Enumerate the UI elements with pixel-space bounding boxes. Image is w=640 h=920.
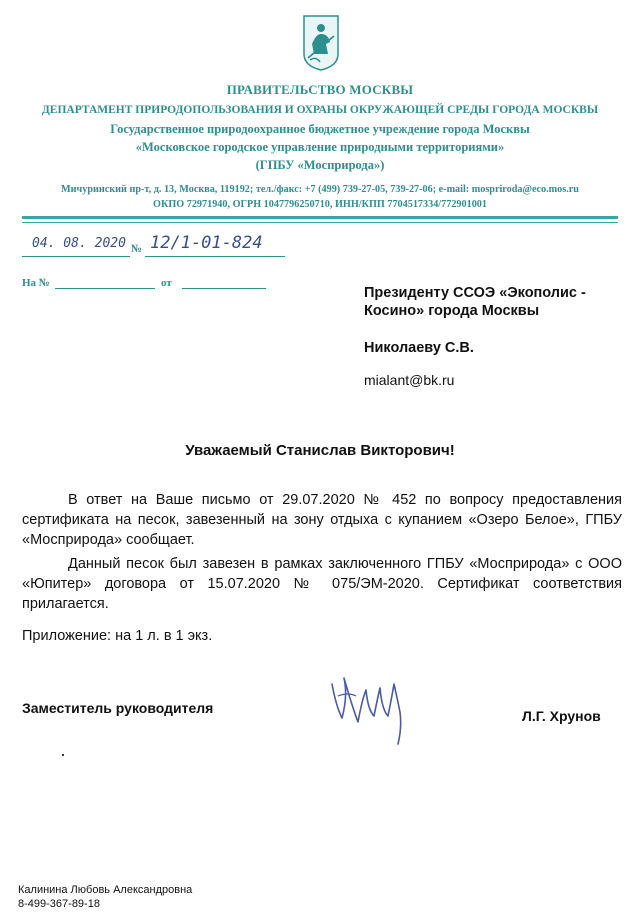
outgoing-number: 12/1-01-824 bbox=[150, 233, 263, 253]
signatory-position: Заместитель руководителя bbox=[22, 700, 214, 716]
signatory-name: Л.Г. Хрунов bbox=[522, 708, 601, 724]
executor-phone: 8-499-367-89-18 bbox=[18, 898, 100, 910]
letterhead-divider-thin bbox=[22, 222, 618, 223]
government-title: ПРАВИТЕЛЬСТВО МОСКВЫ bbox=[226, 82, 414, 97]
greeting: Уважаемый Станислав Викторович! bbox=[185, 442, 455, 459]
letter-paragraph-1: В ответ на Ваше письмо от 29.07.2020 № 452 по вопросу предоставления сертификата на песок, завезенный на зону отдыха с купанием «Озеро Белое», ГПБУ «Мосприрода» сообщает. bbox=[22, 492, 622, 548]
recipient-email: mialant@bk.ru bbox=[364, 372, 455, 388]
recipient-name: Николаеву С.В. bbox=[364, 340, 474, 356]
recipient-title-line1: Президенту ССОЭ «Экополис - bbox=[364, 285, 586, 301]
reference-number-field bbox=[55, 274, 155, 289]
reference-date-field bbox=[182, 274, 266, 289]
letter-paragraph-2: Данный песок был завезен в рамках заключенного ГПБУ «Мосприрода» с ООО «Юпитер» договора от 15.07.2020 № 075/ЭМ-2020. Сертификат соответствия прилагается. bbox=[22, 556, 622, 612]
reference-date-label: от bbox=[161, 277, 172, 289]
institution-name-line2: «Московское городское управление природными территориями» bbox=[135, 140, 505, 154]
attachment-note: Приложение: на 1 л. в 1 экз. bbox=[22, 628, 213, 644]
department-title: ДЕПАРТАМЕНТ ПРИРОДОПОЛЬЗОВАНИЯ И ОХРАНЫ ОКРУЖАЮЩЕЙ СРЕДЫ ГОРОДА МОСКВЫ bbox=[41, 104, 599, 116]
reference-number-label: На № bbox=[22, 277, 50, 289]
letterhead-divider-thick bbox=[22, 216, 618, 219]
recipient-title-line2: Косино» города Москвы bbox=[364, 303, 540, 319]
institution-abbreviation: (ГПБУ «Мосприрода») bbox=[255, 158, 385, 172]
handwritten-signature-icon bbox=[318, 666, 418, 748]
institution-name-line1: Государственное природоохранное бюджетное учреждение города Москвы bbox=[110, 122, 530, 136]
outgoing-date: 04. 08. 2020 bbox=[32, 236, 126, 251]
institution-registration: ОКПО 72971940, ОГРН 1047796250710, ИНН/КПП 7704517334/772901001 bbox=[153, 199, 487, 210]
outgoing-number-label: № bbox=[131, 243, 143, 255]
institution-address: Мичуринский пр-т, д. 13, Москва, 119192; тел./факс: +7 (499) 739-27-05, 739-27-06; e-mail: mospriroda@eco.mos.ru bbox=[61, 184, 579, 195]
stray-dot bbox=[62, 754, 64, 756]
executor-name: Калинина Любовь Александровна bbox=[18, 884, 193, 896]
moscow-coat-of-arms-icon bbox=[302, 14, 340, 72]
